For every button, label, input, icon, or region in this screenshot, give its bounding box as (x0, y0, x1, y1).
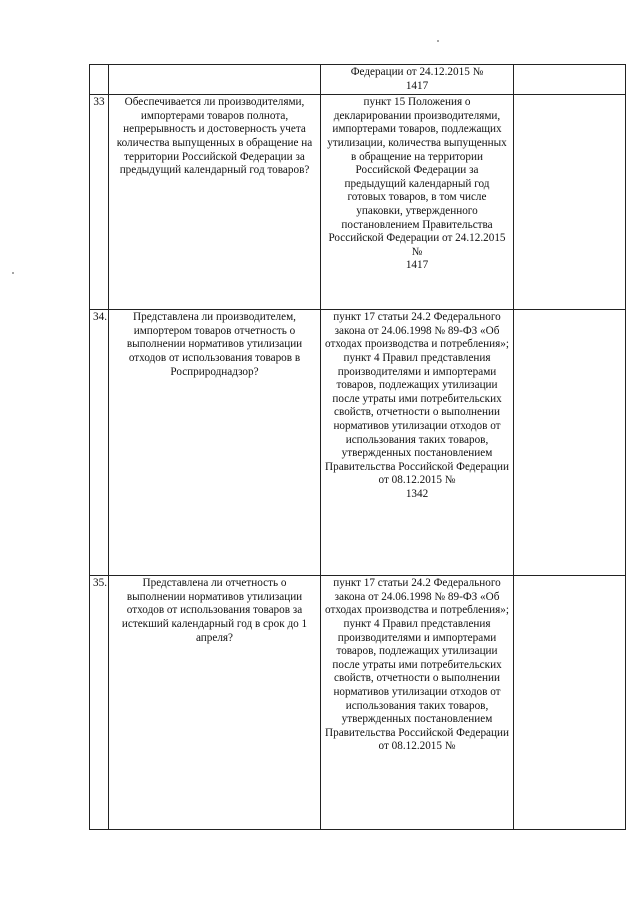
row-number: 35. (90, 576, 109, 830)
question-cell: Обеспечивается ли производителями, импортерами товаров полнота, непрерывность и достоверность учета количества выпущенных в обращение на территории Российской Федерации за предыдущий календарный год товаров? (109, 95, 321, 310)
note-cell (514, 310, 626, 576)
question-cell: Представлена ли отчетность о выполнении нормативов утилизации отходов от использования товаров за истекший календарный год в срок до 1 апреля? (109, 576, 321, 830)
table-row (90, 576, 626, 830)
reference-text: пункт 17 статьи 24.2 Федерального закона от 24.06.1998 № 89-ФЗ «Об отходах производства и потребления»; пункт 4 Правил представления производителями и импортерами товаров, подлежащих утилизации после утраты ими потребительских свойств, отчетности о выполнении нормативов утилизации отходов от использования таких товаров, утвержденных постановлением Правительства Российской Федерации от 08.12.2015 № 1342 (325, 311, 509, 500)
reference-cell (321, 310, 514, 576)
reference-cell (321, 65, 514, 95)
reference-cell (321, 576, 514, 830)
row-number (90, 65, 109, 95)
reference-cell (321, 95, 514, 310)
reference-text: Федерации от 24.12.2015 № 1417 (350, 66, 484, 92)
question-cell (109, 65, 321, 95)
reference-text: пункт 15 Положения о декларировании производителями, импортерами товаров, подлежащих утилизации, количества выпущенных в обращение на территории Российской Федерации за предыдущий календарный год готовых товаров, в том числе упаковки, утвержденного постановлением Правительства Российской Федерации от 24.12.2015 № 1417 (327, 96, 507, 272)
scan-artifact (12, 272, 14, 274)
question-cell: Представлена ли производителем, импортером товаров отчетность о выполнении нормативов утилизации отходов от использования товаров в Росприроднадзор? (109, 310, 321, 576)
checklist-table (89, 64, 626, 830)
note-cell (514, 65, 626, 95)
note-cell (514, 576, 626, 830)
table-row (90, 95, 626, 310)
table-row (90, 310, 626, 576)
table-row (90, 65, 626, 95)
row-number: 34. (90, 310, 109, 576)
note-cell (514, 95, 626, 310)
row-number: 33 (90, 95, 109, 310)
reference-text: пункт 17 статьи 24.2 Федерального закона от 24.06.1998 № 89-ФЗ «Об отходах производства и потребления»; пункт 4 Правил представления производителями и импортерами товаров, подлежащих утилизации после утраты ими потребительских свойств, отчетности о выполнении нормативов утилизации отходов от использования таких товаров, утвержденных постановлением Правительства Российской Федерации от 08.12.2015 № (325, 577, 509, 753)
scan-artifact (437, 40, 439, 42)
